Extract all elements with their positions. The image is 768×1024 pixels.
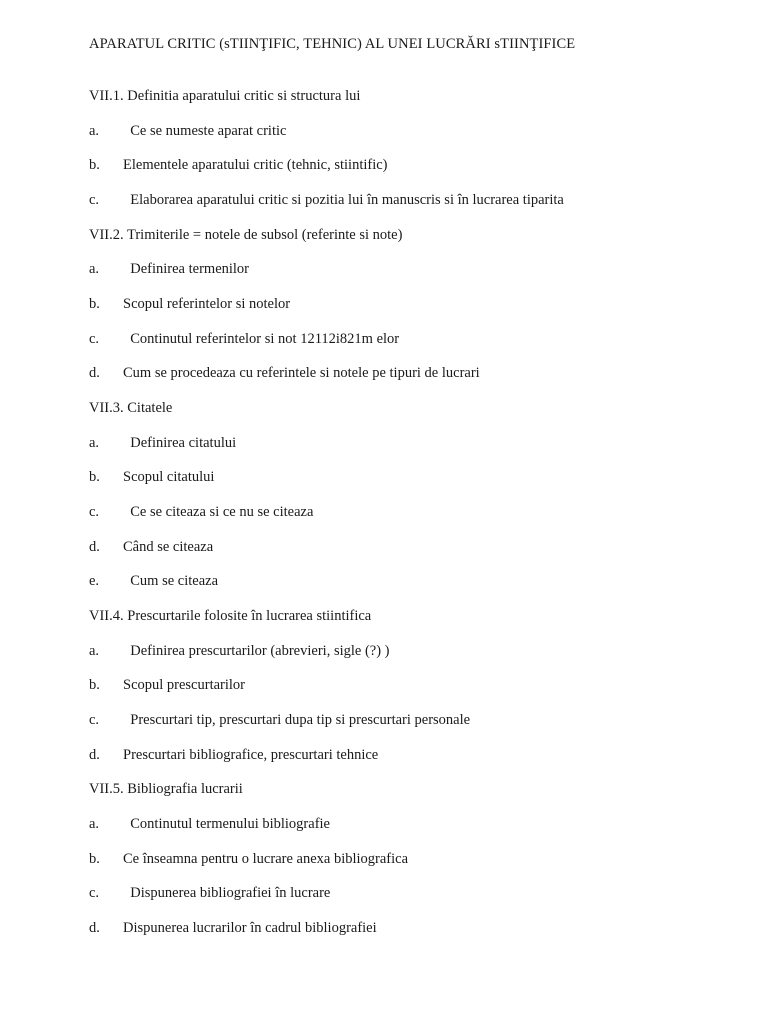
list-item [89, 467, 749, 502]
item-marker: b. [89, 850, 100, 867]
item-marker: c. [89, 504, 100, 521]
list-item [89, 329, 749, 364]
item-marker: a. [89, 122, 100, 139]
section-heading-text: VII.5. Bibliografia lucrarii [89, 781, 243, 798]
item-text: Scopul referintelor si notelor [123, 296, 291, 313]
item-marker: c. [89, 885, 100, 902]
item-text: Când se citeaza [123, 538, 214, 555]
list-item [89, 745, 749, 780]
list-item [89, 433, 749, 468]
item-text: Scopul prescurtarilor [123, 677, 246, 694]
section-heading-text: VII.3. Citatele [89, 400, 173, 417]
list-item [89, 571, 749, 606]
item-text: Dispunerea bibliografiei în lucrare [123, 885, 331, 902]
item-marker: a. [89, 642, 100, 659]
item-marker: a. [89, 261, 100, 278]
item-marker: d. [89, 746, 100, 763]
item-marker: b. [89, 296, 100, 313]
item-marker: c. [89, 192, 100, 209]
item-marker: c. [89, 330, 100, 347]
item-marker: b. [89, 469, 100, 486]
item-text: Elementele aparatului critic (tehnic, stiintific) [123, 157, 388, 174]
item-text: Definirea prescurtarilor (abrevieri, sigle (?) ) [123, 642, 390, 659]
item-marker: a. [89, 816, 100, 833]
item-marker: d. [89, 538, 100, 555]
list-item [89, 294, 749, 329]
item-marker: c. [89, 712, 100, 729]
item-text: Elaborarea aparatului critic si pozitia lui în manuscris si în lucrarea tiparita [123, 192, 564, 209]
item-text: Ce se citeaza si ce nu se citeaza [123, 504, 314, 521]
list-item [89, 675, 749, 710]
item-marker: e. [89, 573, 100, 590]
section-heading [89, 225, 749, 260]
item-marker: b. [89, 677, 100, 694]
item-text: Cum se procedeaza cu referintele si notele pe tipuri de lucrari [123, 365, 480, 382]
list-item [89, 641, 749, 676]
list-item [89, 190, 749, 225]
section-heading-text: VII.2. Trimiterile = notele de subsol (referinte si note) [89, 226, 403, 243]
section-heading-text: VII.1. Definitia aparatului critic si structura lui [89, 88, 361, 104]
item-text: Continutul termenului bibliografie [123, 816, 330, 833]
item-text: Prescurtari bibliografice, prescurtari tehnice [123, 746, 379, 763]
section-heading [89, 86, 749, 121]
item-marker: d. [89, 365, 100, 382]
list-item [89, 537, 749, 572]
document-title: APARATUL CRITIC (sTIINŢIFIC, TEHNIC) AL UNEI LUCRĂRI sTIINŢIFICE [89, 36, 576, 52]
document-outline [89, 86, 749, 953]
list-item [89, 849, 749, 884]
item-text: Definirea termenilor [123, 261, 250, 278]
item-text: Ce înseamna pentru o lucrare anexa bibliografica [123, 850, 409, 867]
item-text: Prescurtari tip, prescurtari dupa tip si prescurtari personale [123, 712, 471, 729]
list-item [89, 710, 749, 745]
list-item [89, 918, 749, 953]
list-item [89, 363, 749, 398]
item-text: Scopul citatului [123, 469, 215, 486]
list-item [89, 883, 749, 918]
section-heading-text: VII.4. Prescurtarile folosite în lucrarea stiintifica [89, 608, 372, 625]
list-item [89, 155, 749, 190]
section-heading [89, 398, 749, 433]
list-item [89, 121, 749, 156]
section-heading [89, 606, 749, 641]
list-item [89, 259, 749, 294]
item-text: Continutul referintelor si not 12112i821m elor [123, 330, 400, 347]
item-marker: a. [89, 434, 100, 451]
item-text: Ce se numeste aparat critic [123, 122, 287, 139]
item-text: Dispunerea lucrarilor în cadrul bibliografiei [123, 920, 377, 937]
list-item [89, 502, 749, 537]
section-heading [89, 779, 749, 814]
item-marker: b. [89, 157, 100, 174]
item-text: Cum se citeaza [123, 573, 219, 590]
item-text: Definirea citatului [123, 434, 237, 451]
list-item [89, 814, 749, 849]
item-marker: d. [89, 920, 100, 937]
